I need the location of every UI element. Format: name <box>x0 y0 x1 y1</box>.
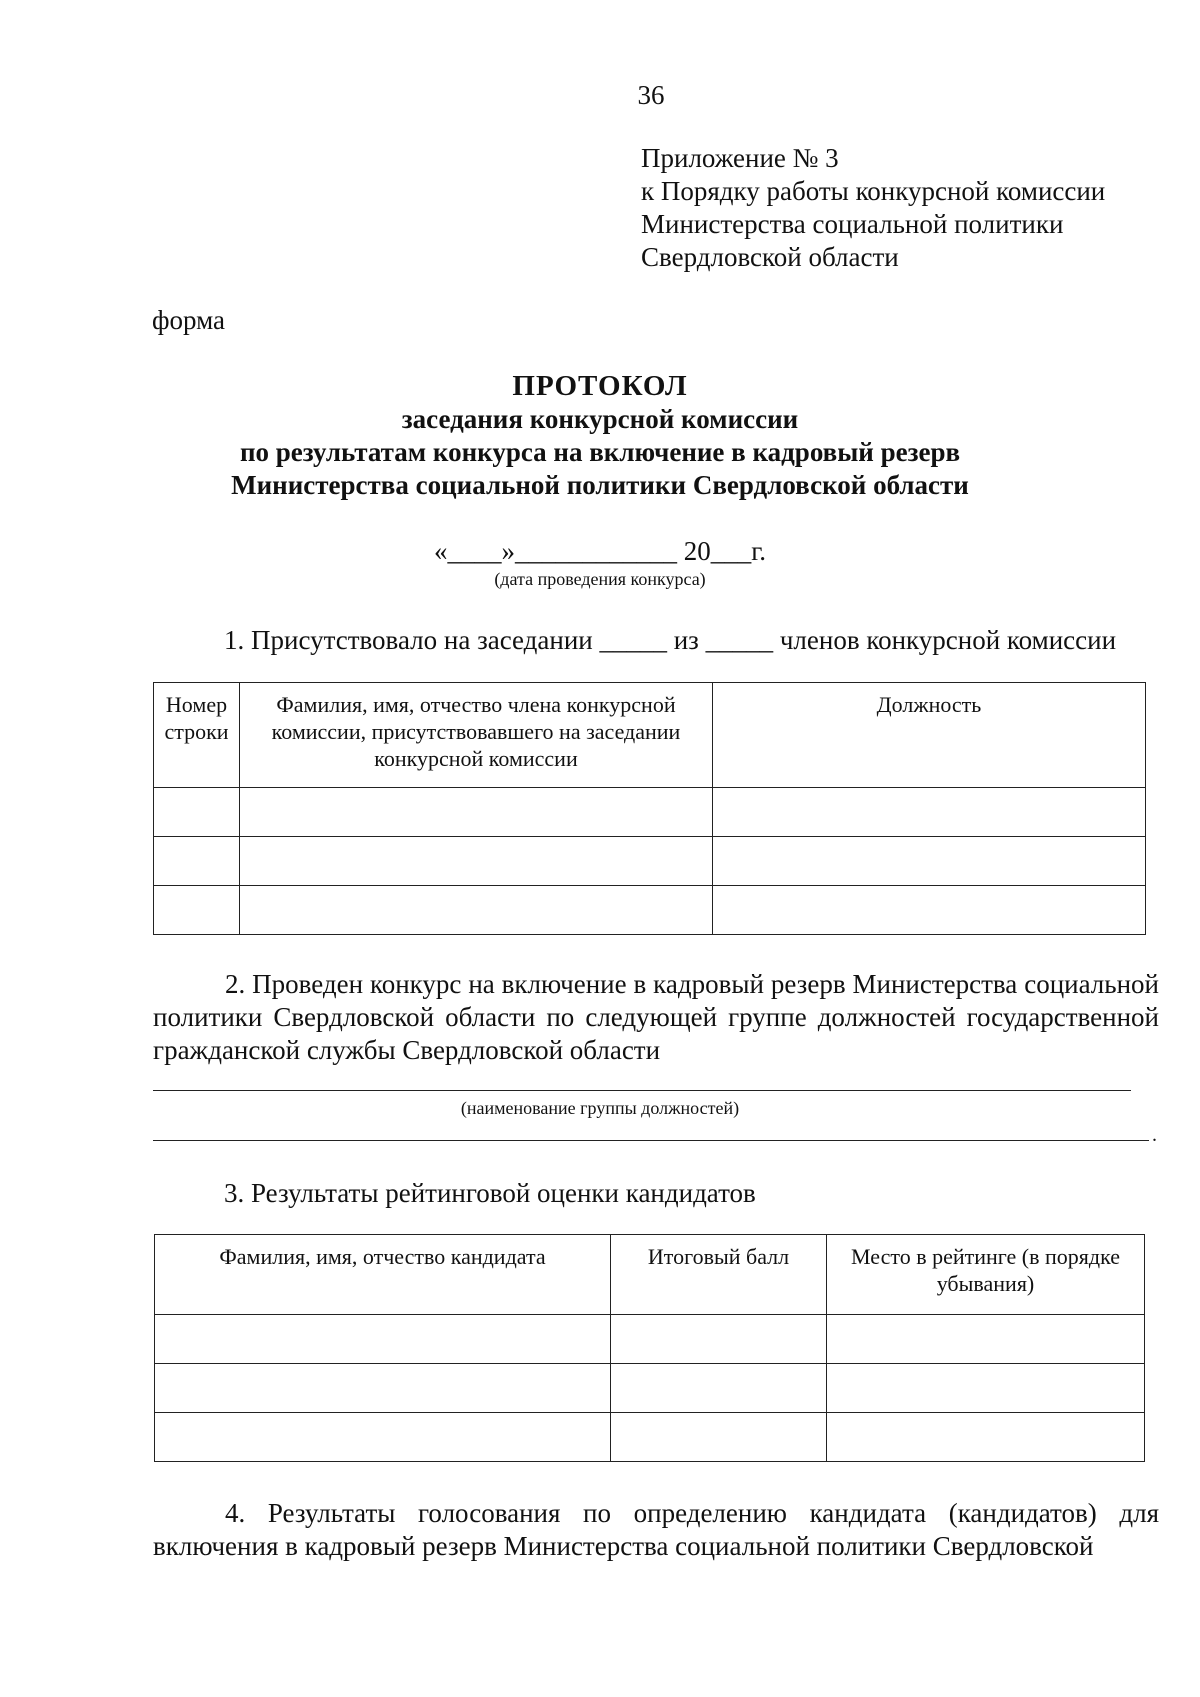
table-cell[interactable] <box>611 1413 827 1462</box>
table-row <box>154 886 1146 935</box>
rating-table <box>154 1234 1145 1462</box>
date-line: «____»____________ 20___г. <box>433 536 767 566</box>
form-label: форма <box>152 305 225 335</box>
fill-line-2[interactable] <box>153 1140 1149 1141</box>
header-rating-place: Место в рейтинге (в порядке убывания) <box>827 1235 1145 1315</box>
appendix-block <box>641 142 1105 274</box>
document-title <box>0 370 1200 502</box>
fill-line-end-mark: . <box>1152 1124 1157 1146</box>
table-cell[interactable] <box>611 1364 827 1413</box>
table-cell[interactable] <box>240 788 713 837</box>
header-member-name: Фамилия, имя, отчество члена конкурсной комиссии, присутствовавшего на заседании конкурсной комиссии <box>240 683 713 788</box>
table-cell[interactable] <box>154 788 240 837</box>
table-cell[interactable] <box>713 886 1146 935</box>
table-cell[interactable] <box>240 886 713 935</box>
appendix-line-4: Свердловской области <box>641 242 899 272</box>
table-header-row <box>155 1235 1145 1315</box>
table-cell[interactable] <box>713 837 1146 886</box>
table-cell[interactable] <box>827 1315 1145 1364</box>
appendix-line-3: Министерства социальной политики <box>641 209 1064 239</box>
table-row <box>155 1315 1145 1364</box>
date-caption: (дата проведения конкурса) <box>494 569 706 589</box>
table-row <box>155 1413 1145 1462</box>
table-cell[interactable] <box>155 1413 611 1462</box>
table-header-row <box>154 683 1146 788</box>
title-line-2: заседания конкурсной комиссии <box>401 404 799 434</box>
table-cell[interactable] <box>154 837 240 886</box>
table-row <box>154 837 1146 886</box>
header-candidate-name: Фамилия, имя, отчество кандидата <box>155 1235 611 1315</box>
table-cell[interactable] <box>827 1364 1145 1413</box>
appendix-line-2: к Порядку работы конкурсной комиссии <box>641 176 1106 206</box>
section-2-text: 2. Проведен конкурс на включение в кадровый резерв Министерства социальной политики Свердловской области по следующей группе должностей государственной гражданской службы Свердловской области <box>153 969 1159 1065</box>
section-4-text: 4. Результаты голосования по определению кандидата (кандидатов) для включения в кадровый резерв Министерства социальной политики Свердловской <box>153 1498 1159 1561</box>
section-3-text: 3. Результаты рейтинговой оценки кандидатов <box>224 1178 756 1208</box>
table-cell[interactable] <box>240 837 713 886</box>
appendix-line-1: Приложение № 3 <box>641 143 839 173</box>
table-cell[interactable] <box>155 1364 611 1413</box>
page-number: 36 <box>637 80 665 110</box>
title-line-4: Министерства социальной политики Свердловской области <box>231 470 969 500</box>
attendance-table <box>153 682 1146 935</box>
header-row-number: Номер строки <box>154 683 240 788</box>
fill-line-1[interactable] <box>153 1090 1131 1091</box>
title-main: ПРОТОКОЛ <box>512 370 688 402</box>
table-cell[interactable] <box>713 788 1146 837</box>
table-cell[interactable] <box>154 886 240 935</box>
position-group-caption: (наименование группы должностей) <box>460 1098 740 1118</box>
section-1-text: 1. Присутствовало на заседании _____ из _____ членов конкурсной комиссии <box>224 625 1117 655</box>
table-cell[interactable] <box>827 1413 1145 1462</box>
table-row <box>155 1364 1145 1413</box>
table-cell[interactable] <box>611 1315 827 1364</box>
header-total-score: Итоговый балл <box>611 1235 827 1315</box>
table-cell[interactable] <box>155 1315 611 1364</box>
table-row <box>154 788 1146 837</box>
header-position: Должность <box>713 683 1146 788</box>
title-line-3: по результатам конкурса на включение в кадровый резерв <box>239 437 961 467</box>
